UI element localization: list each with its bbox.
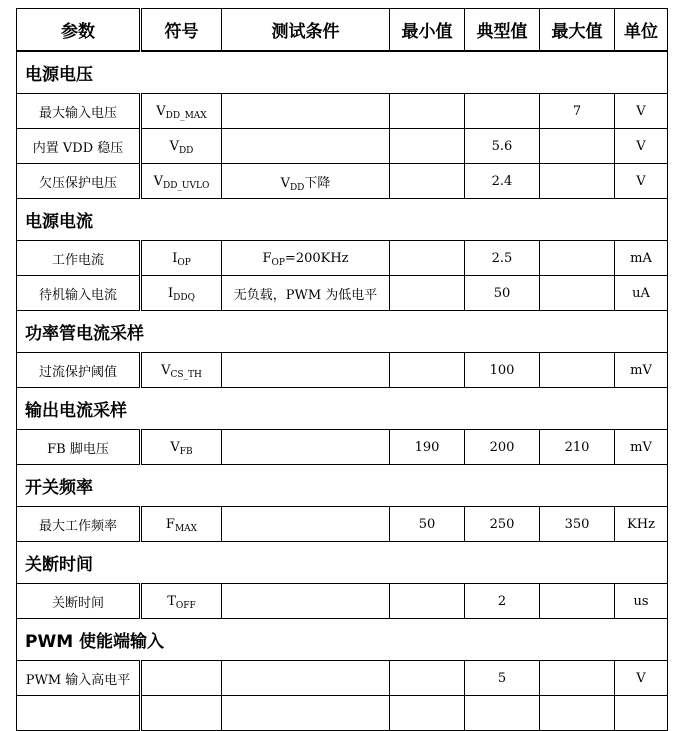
typ-cell: 5 [465,661,540,696]
section-title: 电源电流 [17,199,668,241]
condition-cell [222,507,390,542]
header-unit: 单位 [615,9,668,52]
table-row [17,241,668,276]
unit-cell: V [615,164,668,199]
table-header-row [17,9,668,52]
condition-rest: 下降 [304,175,331,191]
section-title: 关断时间 [17,542,668,584]
condition-cell [222,164,390,199]
param-cell: FB 脚电压 [17,430,141,465]
typ-cell: 100 [465,353,540,388]
section-row [17,465,668,507]
symbol-subscript: DD_UVLO [163,180,210,191]
symbol-main: V [169,138,179,154]
param-cell: 内置 VDD 稳压 [17,129,141,164]
section-row [17,388,668,430]
condition-main: 无负载，PWM 为低电平 [233,287,378,303]
unit-cell: V [615,129,668,164]
condition-cell [222,94,390,129]
symbol-cell [141,164,222,199]
header-symbol: 符号 [141,9,222,52]
empty-cell [540,696,615,731]
header-condition: 测试条件 [222,9,390,52]
param-cell: 欠压保护电压 [17,164,141,199]
symbol-cell [141,129,222,164]
typ-cell: 50 [465,276,540,311]
section-row [17,51,668,94]
symbol-cell [141,507,222,542]
max-cell [540,276,615,311]
unit-cell: mV [615,353,668,388]
min-cell [390,276,465,311]
max-cell [540,241,615,276]
typ-cell: 2.4 [465,164,540,199]
symbol-subscript: DDQ [173,292,195,303]
symbol-cell [141,661,222,696]
condition-cell [222,129,390,164]
min-cell [390,164,465,199]
condition-cell [222,353,390,388]
param-cell: 最大工作频率 [17,507,141,542]
section-row [17,542,668,584]
symbol-main: V [156,103,166,119]
table-row [17,164,668,199]
min-cell [390,241,465,276]
unit-cell: KHz [615,507,668,542]
condition-main: V [280,175,290,191]
symbol-cell [141,584,222,619]
symbol-subscript: FB [179,446,193,457]
min-cell [390,94,465,129]
symbol-main: V [170,439,180,455]
electrical-characteristics-table [16,8,668,731]
section-row [17,199,668,241]
symbol-cell [141,430,222,465]
typ-cell: 2.5 [465,241,540,276]
min-cell [390,129,465,164]
table-row [17,430,668,465]
symbol-cell [141,94,222,129]
condition-main: F [262,250,272,266]
min-cell: 50 [390,507,465,542]
section-title: 输出电流采样 [17,388,668,430]
table-row [17,661,668,696]
min-cell [390,353,465,388]
section-title: 功率管电流采样 [17,311,668,353]
empty-cell [390,696,465,731]
typ-cell [465,94,540,129]
empty-cell [615,696,668,731]
condition-cell [222,241,390,276]
table-row [17,353,668,388]
empty-cell [141,696,222,731]
table-row [17,276,668,311]
max-cell [540,661,615,696]
condition-subscript: OP [271,257,285,268]
empty-cell [222,696,390,731]
max-cell: 7 [540,94,615,129]
typ-cell: 5.6 [465,129,540,164]
symbol-cell [141,353,222,388]
symbol-subscript: CS_TH [170,369,202,380]
max-cell: 350 [540,507,615,542]
symbol-subscript: DD [178,145,194,156]
symbol-main: V [161,362,171,378]
unit-cell: us [615,584,668,619]
symbol-subscript: OP [177,257,191,268]
condition-rest: =200KHz [284,250,349,266]
symbol-main: I [168,285,174,301]
header-param: 参数 [17,9,141,52]
unit-cell: V [615,661,668,696]
symbol-main: F [165,516,175,532]
condition-cell [222,276,390,311]
symbol-subscript: MAX [174,523,198,534]
unit-cell: mV [615,430,668,465]
max-cell [540,584,615,619]
table-row [17,94,668,129]
param-cell: 工作电流 [17,241,141,276]
section-title: 开关频率 [17,465,668,507]
max-cell [540,353,615,388]
condition-cell [222,661,390,696]
section-row [17,311,668,353]
typ-cell: 2 [465,584,540,619]
condition-cell [222,584,390,619]
min-cell [390,584,465,619]
table-row [17,129,668,164]
param-cell: 待机输入电流 [17,276,141,311]
table-row-partial [17,696,668,731]
symbol-subscript: DD_MAX [165,110,207,121]
min-cell: 190 [390,430,465,465]
header-min: 最小值 [390,9,465,52]
min-cell [390,661,465,696]
param-cell: PWM 输入高电平 [17,661,141,696]
table-row [17,507,668,542]
param-cell: 过流保护阈值 [17,353,141,388]
symbol-main: V [153,173,163,189]
symbol-cell [141,241,222,276]
unit-cell: mA [615,241,668,276]
max-cell [540,164,615,199]
max-cell: 210 [540,430,615,465]
empty-cell [465,696,540,731]
condition-cell [222,430,390,465]
max-cell [540,129,615,164]
param-cell: 最大输入电压 [17,94,141,129]
symbol-cell [141,276,222,311]
table-body [17,51,668,731]
condition-subscript: DD [289,182,305,193]
typ-cell: 250 [465,507,540,542]
section-title: 电源电压 [17,51,668,94]
param-cell: 关断时间 [17,584,141,619]
table-row [17,584,668,619]
section-title: PWM 使能端输入 [17,619,668,661]
header-typ: 典型值 [465,9,540,52]
unit-cell: V [615,94,668,129]
typ-cell: 200 [465,430,540,465]
section-row [17,619,668,661]
unit-cell: uA [615,276,668,311]
symbol-subscript: OFF [175,600,196,611]
header-max: 最大值 [540,9,615,52]
symbol-main: I [172,250,178,266]
symbol-main: T [167,593,176,609]
empty-cell [17,696,141,731]
